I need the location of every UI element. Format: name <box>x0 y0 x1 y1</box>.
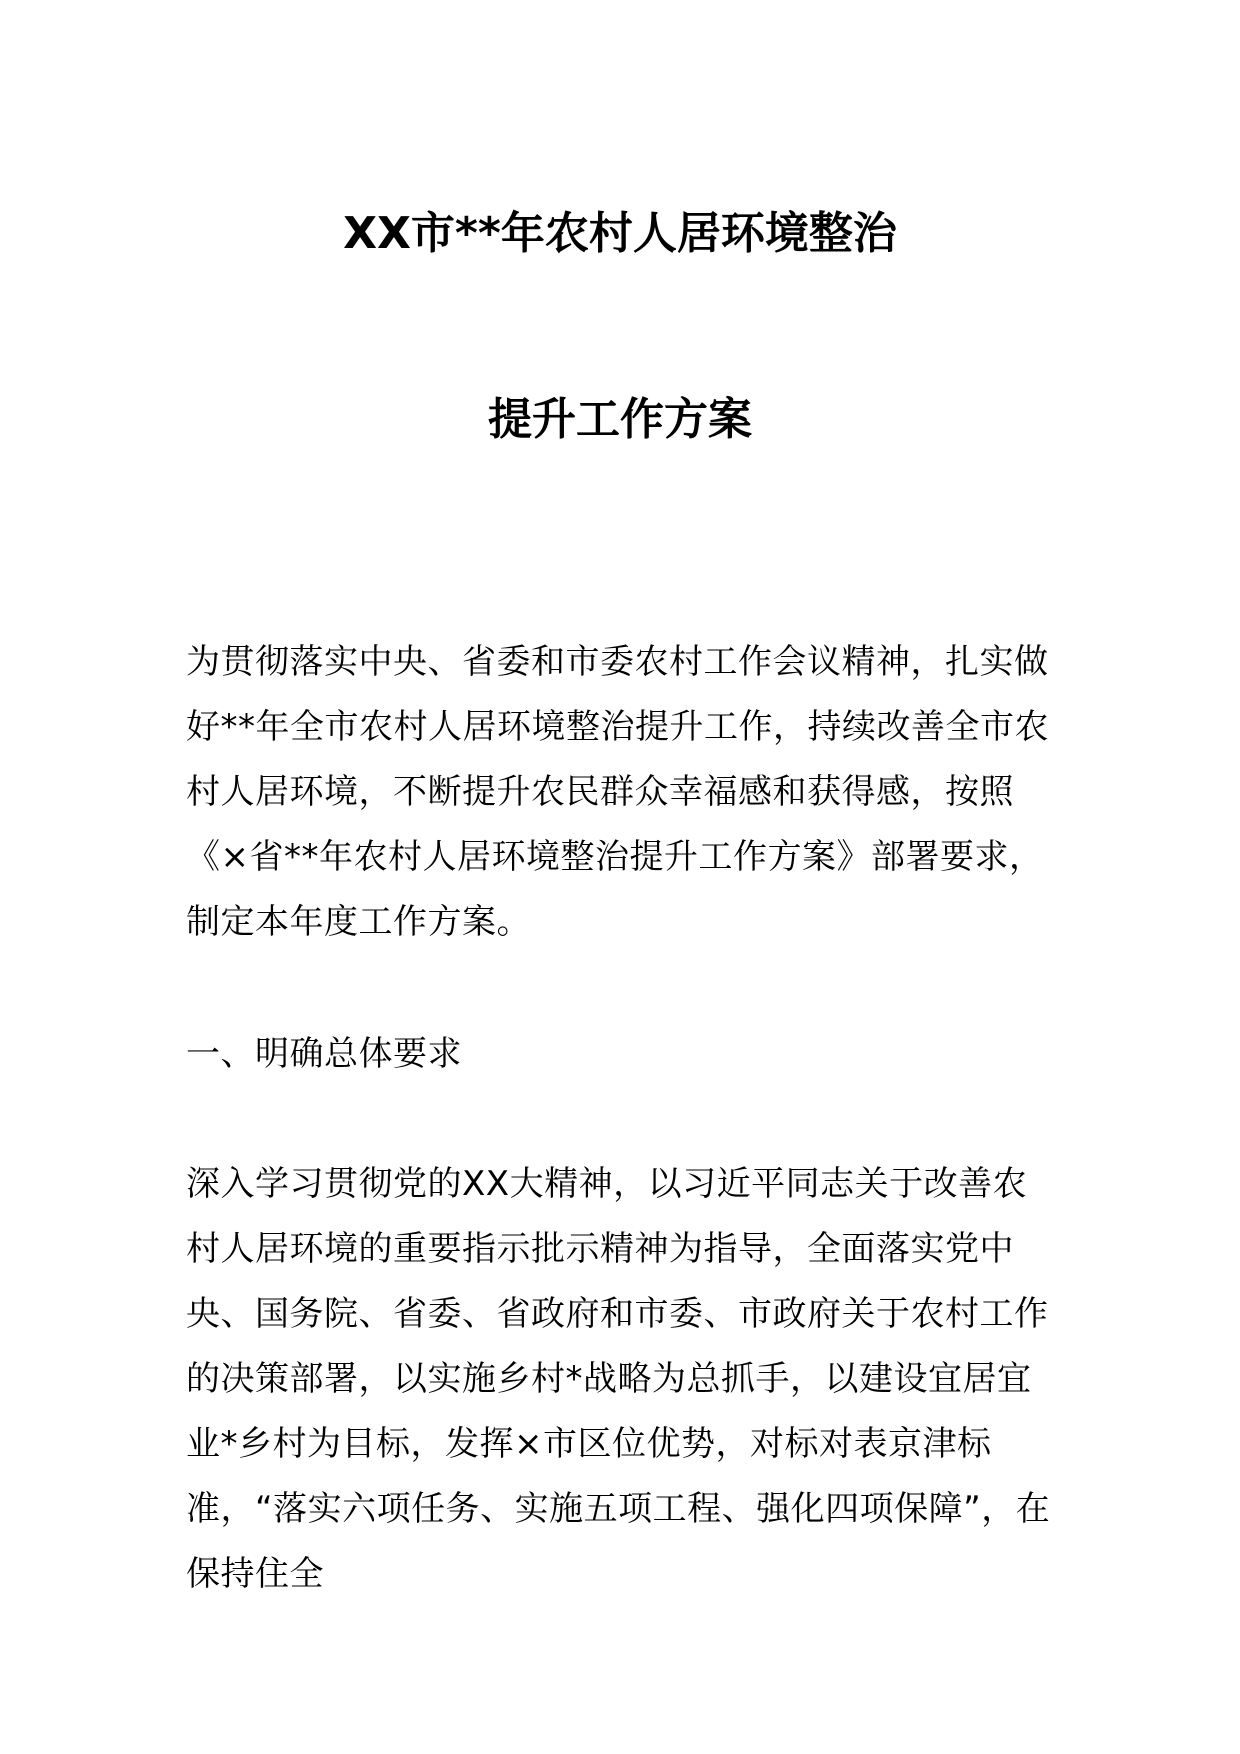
section-1-heading: 一、明确总体要求 <box>186 1034 462 1074</box>
section-1-body: 深入学习贯彻党的XX大精神，以习近平同志关于改善农村人居环境的重要指示批示精神为指导，全面落实党中央、国务院、省委、省政府和市委、市政府关于农村工作的决策部署，以实施乡村*战略为总抓手，以建设宜居宜业*乡村为目标，发挥×市区位优势，对标对表京津标准，“落实六项任务、实施五项工程、强化四项保障”，在保持住全 <box>186 1164 1051 1594</box>
document-title-line-2: 提升工作方案 <box>488 394 752 445</box>
intro-paragraph: 为贯彻落实中央、省委和市委农村工作会议精神，扎实做好**年全市农村人居环境整治提升工作，持续改善全市农村人居环境，不断提升农民群众幸福感和获得感，按照《×省**年农村人居环境整治提升工作方案》部署要求，制定本年度工作方案。 <box>186 642 1049 942</box>
document-title-line-1: XX市**年农村人居环境整治 <box>343 208 897 259</box>
